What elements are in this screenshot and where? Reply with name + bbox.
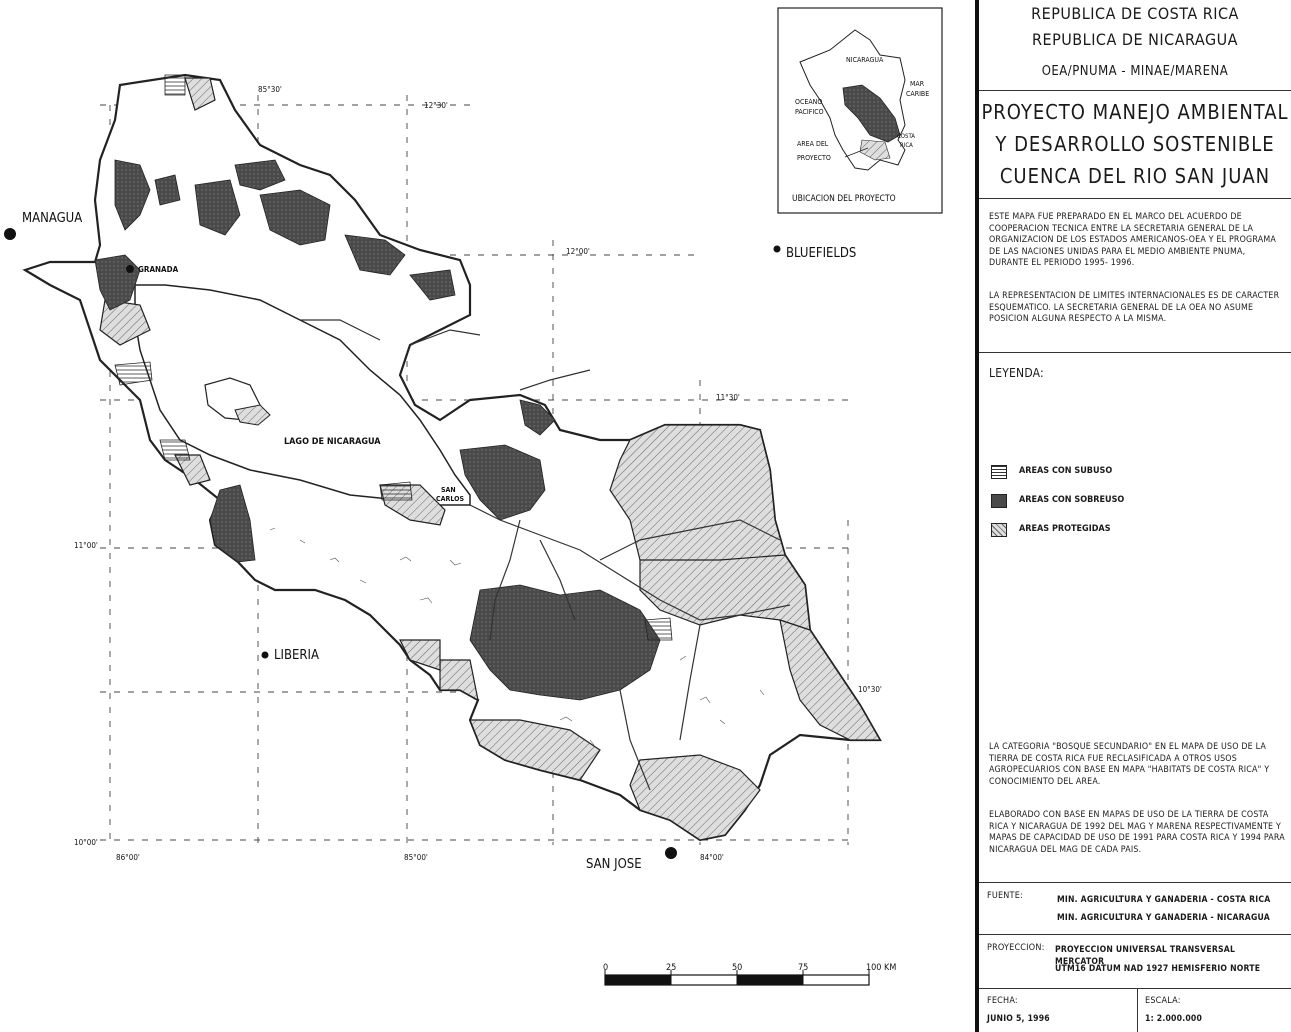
inset-area: AREA DEL xyxy=(797,140,829,148)
header-line-3: OEA/PNUMA - MINAE/MARENA xyxy=(1041,64,1229,79)
coord-12-30: 12°30' xyxy=(424,101,448,110)
location-inset xyxy=(778,8,942,213)
san-jose-label: SAN JOSE xyxy=(586,857,642,872)
subuse-swatch xyxy=(991,465,1007,479)
san-carlos-label-1: SAN xyxy=(441,486,456,494)
scale-75: 75 xyxy=(798,963,809,973)
scale-0: 0 xyxy=(603,963,609,973)
san-jose-marker xyxy=(665,847,677,859)
inset-pacifico: PACIFICO xyxy=(795,108,824,116)
scale-25: 25 xyxy=(666,963,677,973)
coord-86-00: 86°00' xyxy=(116,853,140,862)
title-block xyxy=(975,0,1291,1032)
proyeccion-label: PROYECCION: xyxy=(987,943,1045,953)
managua-marker xyxy=(4,228,16,240)
coord-11-00: 11°00' xyxy=(74,541,98,550)
managua-label: MANAGUA xyxy=(22,211,83,226)
inset-proyecto: PROYECTO xyxy=(797,154,831,162)
inset-mar: MAR xyxy=(910,80,925,88)
coord-85-30: 85°30' xyxy=(258,85,282,94)
coord-10-00: 10°00' xyxy=(74,838,98,847)
note-boundaries: LA REPRESENTACION DE LIMITES INTERNACIONALES ES DE CARACTER ESQUEMATICO. LA SECRETARIA GENERAL DE LA OEA NO ASUME POSICION ALGUNA RESPECTO A LA MISMA. xyxy=(989,291,1280,324)
granada-label: GRANADA xyxy=(138,265,179,274)
granada-marker xyxy=(126,265,134,273)
bluefields-label: BLUEFIELDS xyxy=(786,246,857,261)
escala-value: 1: 2.000.000 xyxy=(1145,1014,1203,1024)
coord-11-30: 11°30' xyxy=(716,393,740,402)
proyeccion-1: PROYECCION UNIVERSAL TRANSVERSAL MERCATOR xyxy=(1055,945,1236,967)
scale-100: 100 KM xyxy=(866,963,897,973)
fecha-label: FECHA: xyxy=(987,996,1018,1006)
coord-12-00: 12°00' xyxy=(566,247,590,256)
scale-bar xyxy=(603,963,896,985)
project-line-1: PROYECTO MANEJO AMBIENTAL xyxy=(981,100,1289,124)
fuente-2: MIN. AGRICULTURA Y GANADERIA - NICARAGUA xyxy=(1057,913,1270,923)
note-agreement: ESTE MAPA FUE PREPARADO EN EL MARCO DEL ACUERDO DE COOPERACION TECNICA ENTRE LA SECRETARIA GENERAL DE LA ORGANIZACION DE LOS ESTADOS AMERICANOS-OEA Y EL PROGRAMA DE LAS NACIONES UNIDAS PARA EL MEDIO AMBIENTE PNUMA, DURANTE EL PERIODO 1995- 1996. xyxy=(989,212,1276,268)
project-line-3: CUENCA DEL RIO SAN JUAN xyxy=(999,164,1271,188)
overuse-label: AREAS CON SOBREUSO xyxy=(1019,495,1125,505)
protected-swatch xyxy=(991,523,1007,537)
fuente-1: MIN. AGRICULTURA Y GANADERIA - COSTA RICA xyxy=(1057,895,1271,905)
escala-label: ESCALA: xyxy=(1145,996,1181,1006)
note-sources: ELABORADO CON BASE EN MAPAS DE USO DE LA TIERRA DE COSTA RICA Y NICARAGUA DE 1992 DEL MAG Y MARENA RESPECTIVAMENTE Y MAPAS DE CAPACIDAD DE USO DE 1991 PARA COSTA RICA Y 1994 PARA NICARAGUA DEL MAG DE CADA PAIS. xyxy=(989,810,1285,855)
lake-label: LAGO DE NICARAGUA xyxy=(284,437,381,447)
coord-85-00: 85°00' xyxy=(404,853,428,862)
liberia-label: LIBERIA xyxy=(274,648,319,663)
bluefields-marker xyxy=(774,246,781,253)
overuse-swatch xyxy=(991,494,1007,508)
inset-oceano: OCEANO xyxy=(795,98,823,106)
header-line-2: REPUBLICA DE NICARAGUA xyxy=(1031,30,1239,49)
project-line-2: Y DESARROLLO SOSTENIBLE xyxy=(995,132,1275,156)
protected-label: AREAS PROTEGIDAS xyxy=(1019,524,1111,534)
proyeccion-2: UTM16 DATUM NAD 1927 HEMISFERIO NORTE xyxy=(1055,964,1261,974)
fecha-value: JUNIO 5, 1996 xyxy=(987,1014,1050,1024)
note-reclassification: LA CATEGORIA "BOSQUE SECUNDARIO" EN EL MAPA DE USO DE LA TIERRA DE COSTA RICA FUE RECLASIFICADA A OTROS USOS AGROPECUARIOS CON BASE EN MAPA "HABITATS DE COSTA RICA" Y CONOCIMIENTO DEL AREA. xyxy=(989,742,1270,787)
fuente-label: FUENTE: xyxy=(987,891,1023,901)
inset-title: UBICACION DEL PROYECTO xyxy=(792,194,896,204)
inset-rica: RICA xyxy=(900,142,913,149)
inset-nicaragua: NICARAGUA xyxy=(846,56,884,64)
coord-84-00: 84°00' xyxy=(700,853,724,862)
inset-costa: COSTA xyxy=(897,133,915,140)
san-carlos-label-2: CARLOS xyxy=(436,495,464,503)
inset-caribe: CARIBE xyxy=(906,90,930,98)
subuse-label: AREAS CON SUBUSO xyxy=(1019,466,1113,476)
header-line-1: REPUBLICA DE COSTA RICA xyxy=(1031,4,1239,23)
liberia-marker xyxy=(262,652,269,659)
coord-10-30: 10°30' xyxy=(858,685,882,694)
legend-title: LEYENDA: xyxy=(989,366,1044,380)
scale-50: 50 xyxy=(732,963,743,973)
